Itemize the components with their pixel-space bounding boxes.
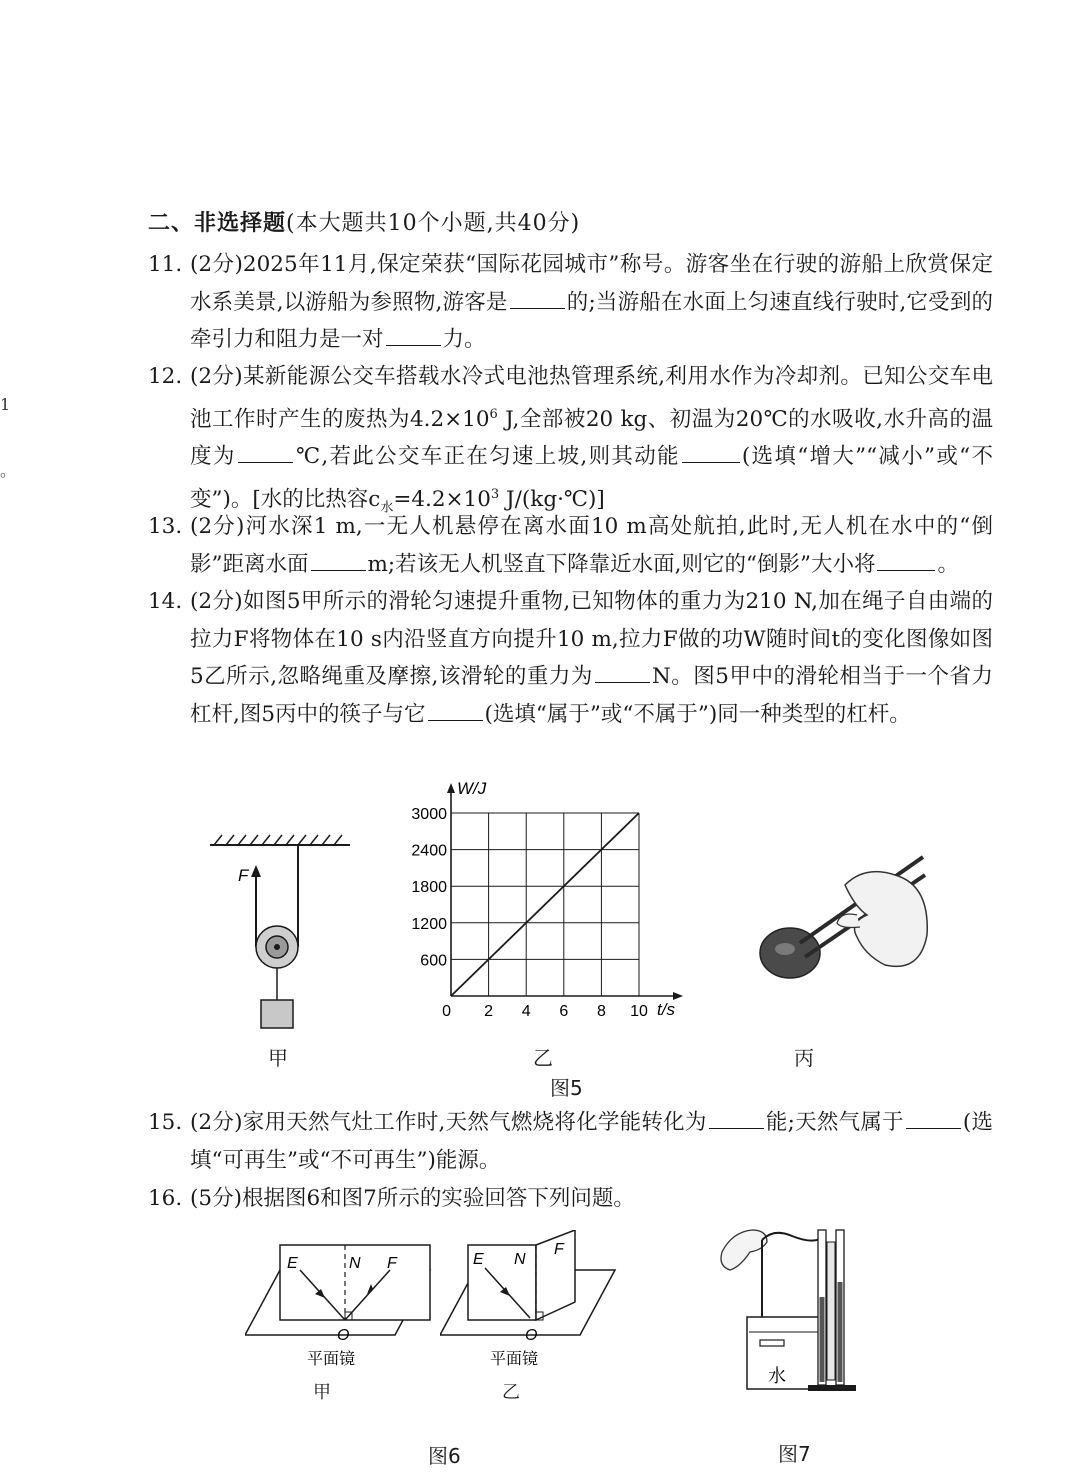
figure-6-jia	[245, 1240, 435, 1380]
section-title	[148, 206, 580, 237]
q16-text-1: (5分)根据图6和图7所示的实验回答下列问题。	[190, 1186, 635, 1211]
section-note: (本大题共10个小题,共40分)	[286, 211, 581, 236]
section-title-text: 二、非选择题	[148, 210, 287, 236]
figure-6-jia-label: 甲	[313, 1382, 331, 1403]
answer-blank[interactable]	[906, 1106, 961, 1129]
question-number: 13.	[148, 514, 183, 539]
figure-5-chopsticks	[745, 845, 935, 995]
series-line-W	[451, 813, 639, 996]
question-14	[148, 583, 993, 733]
probe-head	[760, 1340, 784, 1346]
answer-blank[interactable]	[510, 286, 565, 309]
q11-text-2: 的;当游船在水面上匀速直线行驶时,它受到的牵引力和阻力是一对	[190, 289, 993, 352]
question-11	[148, 246, 993, 359]
question-16	[148, 1180, 993, 1218]
q14-text-2: N。图5甲中的滑轮相当于一个省力杠杆,图5丙中的筷子与它	[190, 664, 993, 727]
answer-blank[interactable]	[238, 440, 293, 463]
label-E: E	[473, 1251, 484, 1268]
answer-blank[interactable]	[428, 698, 483, 721]
figure-5-yi-label: 乙	[533, 1046, 553, 1070]
q12-sup-1: 6	[489, 406, 498, 422]
force-label: F	[238, 866, 249, 885]
q12-text-2: ℃,若此公交车正在匀速上坡,则其动能	[294, 444, 680, 470]
answer-blank[interactable]	[682, 440, 740, 463]
q15-text-1: (2分)家用天然气灶工作时,天然气燃烧将化学能转化为	[190, 1110, 707, 1135]
margin-mark-2: 。	[0, 461, 17, 480]
hand	[721, 1230, 767, 1270]
label-N: N	[349, 1255, 361, 1272]
question-13	[148, 508, 993, 583]
q11-text-3: 力。	[442, 327, 486, 352]
x-tick-label: 8	[596, 1003, 606, 1020]
label-N: N	[514, 1251, 526, 1268]
question-number: 16.	[148, 1186, 183, 1211]
question-number: 14.	[148, 589, 183, 614]
q13-text-1: (2分)河水深1 m,一无人机悬停在离水面10 m高处航拍,此时,无人机在水中的“倒影”距离水面	[190, 514, 993, 577]
x-tick-label: 2	[484, 1003, 494, 1020]
q12-text-3: (选填“增大”“减小”或“不变”)。[水的比热容c	[190, 444, 993, 512]
ceiling-hatch	[214, 835, 342, 845]
y-axis-arrow	[447, 783, 455, 793]
chart-xlabel: t/s	[657, 1000, 675, 1019]
q15-text-3: (选填“可再生”或“不可再生”)能源。	[190, 1110, 993, 1173]
food-highlight	[775, 943, 795, 955]
figure-5-jia-label: 甲	[268, 1046, 288, 1070]
y-tick-label: 3000	[411, 806, 447, 823]
q12-sup-2: 3	[490, 486, 500, 502]
q12-sub: 水	[380, 500, 394, 516]
q11-text-1: (2分)2025年11月,保定荣获“国际花园城市”称号。游客坐在行驶的游船上欣赏保定水系美景,以游船为参照物,游客是	[190, 252, 993, 315]
answer-blank[interactable]	[595, 660, 650, 683]
x-tick-label: 0	[442, 1003, 451, 1020]
label-F: F	[387, 1255, 397, 1272]
question-15	[148, 1104, 993, 1179]
answer-blank[interactable]	[386, 323, 441, 346]
mirror-label: 平面镜	[307, 1351, 356, 1368]
water-label: 水	[768, 1366, 786, 1386]
question-12	[148, 358, 993, 527]
answer-blank[interactable]	[877, 548, 935, 571]
figure-7-pressure-apparatus	[712, 1222, 882, 1397]
answer-blank[interactable]	[311, 548, 366, 571]
scale-board	[827, 1242, 835, 1380]
figure-5-work-time-chart	[395, 770, 695, 1025]
label-O: O	[525, 1327, 538, 1344]
figure-6-yi-label: 乙	[502, 1382, 520, 1403]
figure-5-caption: 图5	[550, 1076, 583, 1100]
force-arrow	[251, 865, 261, 877]
q12-text-1b: J,全部被20 kg、初温为20℃的水吸收,水升高的温度为	[190, 406, 993, 470]
stand-base	[808, 1385, 856, 1391]
question-number: 11.	[148, 252, 183, 277]
q12-text-1: (2分)某新能源公交车搭载水冷式电池热管理系统,利用水作为冷却剂。已知公交车电池工作时产生的废热为4.2×10	[190, 364, 993, 432]
figure-5-pulley	[200, 825, 360, 1035]
figure-6-caption: 图6	[428, 1444, 461, 1468]
y-tick-label: 2400	[411, 842, 447, 860]
figure-6-yi	[440, 1230, 620, 1380]
figure-5-bing-label: 丙	[794, 1046, 814, 1070]
y-tick-label: 1800	[411, 879, 447, 897]
x-tick-label: 10	[630, 1003, 648, 1020]
label-E: E	[287, 1255, 298, 1272]
q13-text-2: m;若该无人机竖直下降靠近水面,则它的“倒影”大小将	[367, 551, 876, 577]
answer-blank[interactable]	[709, 1106, 764, 1129]
q12-text-3b: =4.2×10	[393, 486, 491, 512]
q14-text-3: (选填“属于”或“不属于”)同一种类型的杠杆。	[484, 701, 911, 727]
x-axis-arrow	[673, 992, 683, 1000]
label-F: F	[554, 1241, 564, 1258]
y-tick-label: 1200	[411, 915, 447, 933]
y-tick-label: 600	[420, 952, 447, 970]
chart-axes	[447, 783, 683, 1000]
label-O: O	[337, 1327, 350, 1344]
q14-text-1: (2分)如图5甲所示的滑轮匀速提升重物,已知物体的重力为210 N,加在绳子自由端的拉力F将物体在10 s内沿竖直方向提升10 m,拉力F做的功W随时间t的变化图像如图5乙所示,忽略绳重及摩擦,该滑轮的重力为	[190, 589, 993, 689]
x-tick-label: 6	[559, 1003, 569, 1020]
q15-text-2: 能;天然气属于	[765, 1110, 904, 1135]
weight-block	[261, 1000, 293, 1028]
mirror-label: 平面镜	[490, 1351, 539, 1368]
q13-text-3: 。	[937, 551, 959, 577]
figure-7-caption: 图7	[778, 1442, 811, 1466]
chart-series	[451, 813, 639, 996]
question-number: 12.	[148, 364, 183, 389]
chart-ylabel: W/J	[457, 779, 487, 798]
rubber-tube	[762, 1233, 822, 1241]
x-tick-label: 4	[521, 1003, 531, 1020]
q12-text-3c: J/(kg·℃)]	[499, 486, 605, 512]
pulley-axle	[274, 944, 280, 950]
question-number: 15.	[148, 1110, 183, 1135]
margin-mark-1: 1	[0, 395, 11, 414]
